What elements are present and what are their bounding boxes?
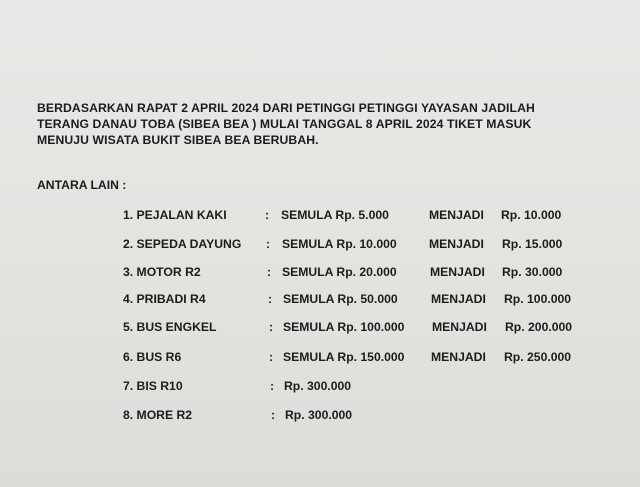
intro-line-1: BERDASARKAN RAPAT 2 APRIL 2024 DARI PETINGGI PETINGGI YAYASAN JADILAH bbox=[37, 101, 535, 115]
separator-colon: : bbox=[266, 237, 271, 251]
intro-line-3: MENUJU WISATA BUKIT SIBEA BEA BERUBAH. bbox=[37, 133, 319, 147]
separator-colon: : bbox=[265, 208, 270, 222]
menjadi-label: MENJADI bbox=[429, 208, 484, 222]
vehicle-label: 8. MORE R2 bbox=[123, 408, 193, 422]
separator-colon: : bbox=[270, 379, 275, 393]
old-price: SEMULA Rp. 50.000 bbox=[283, 292, 398, 306]
intro-line-2: TERANG DANAU TOBA (SIBEA BEA ) MULAI TANGGAL 8 APRIL 2024 TIKET MASUK bbox=[37, 117, 532, 131]
list-heading: ANTARA LAIN : bbox=[37, 178, 127, 192]
menjadi-label: MENJADI bbox=[429, 237, 484, 251]
new-price: Rp. 100.000 bbox=[504, 292, 572, 306]
separator-colon: : bbox=[269, 350, 274, 364]
old-price: Rp. 300.000 bbox=[285, 408, 353, 422]
old-price: SEMULA Rp. 10.000 bbox=[282, 237, 397, 251]
separator-colon: : bbox=[268, 292, 273, 306]
price-row bbox=[0, 265, 640, 281]
price-row bbox=[0, 292, 640, 308]
price-row bbox=[0, 408, 640, 424]
menjadi-label: MENJADI bbox=[430, 265, 485, 279]
vehicle-label: 3. MOTOR R2 bbox=[123, 265, 201, 279]
menjadi-label: MENJADI bbox=[431, 350, 486, 364]
vehicle-label: 5. BUS ENGKEL bbox=[123, 320, 217, 334]
new-price: Rp. 10.000 bbox=[501, 208, 562, 222]
new-price: Rp. 200.000 bbox=[505, 320, 573, 334]
price-row bbox=[0, 320, 640, 336]
vehicle-label: 7. BIS R10 bbox=[123, 379, 183, 393]
old-price: SEMULA Rp. 150.000 bbox=[283, 350, 405, 364]
new-price: Rp. 30.000 bbox=[502, 265, 563, 279]
price-row bbox=[0, 350, 640, 366]
vehicle-label: 2. SEPEDA DAYUNG bbox=[123, 237, 242, 251]
new-price: Rp. 250.000 bbox=[504, 350, 572, 364]
old-price: SEMULA Rp. 5.000 bbox=[281, 208, 389, 222]
separator-colon: : bbox=[269, 320, 274, 334]
intro-paragraph bbox=[37, 100, 597, 148]
menjadi-label: MENJADI bbox=[431, 292, 486, 306]
new-price: Rp. 15.000 bbox=[502, 237, 563, 251]
price-row bbox=[0, 379, 640, 395]
price-row bbox=[0, 237, 640, 253]
menjadi-label: MENJADI bbox=[432, 320, 487, 334]
vehicle-label: 4. PRIBADI R4 bbox=[123, 292, 206, 306]
separator-colon: : bbox=[271, 408, 276, 422]
old-price: SEMULA Rp. 100.000 bbox=[283, 320, 405, 334]
price-row bbox=[0, 208, 640, 224]
old-price: Rp. 300.000 bbox=[284, 379, 352, 393]
separator-colon: : bbox=[267, 265, 272, 279]
old-price: SEMULA Rp. 20.000 bbox=[282, 265, 397, 279]
vehicle-label: 1. PEJALAN KAKI bbox=[123, 208, 227, 222]
vehicle-label: 6. BUS R6 bbox=[123, 350, 182, 364]
